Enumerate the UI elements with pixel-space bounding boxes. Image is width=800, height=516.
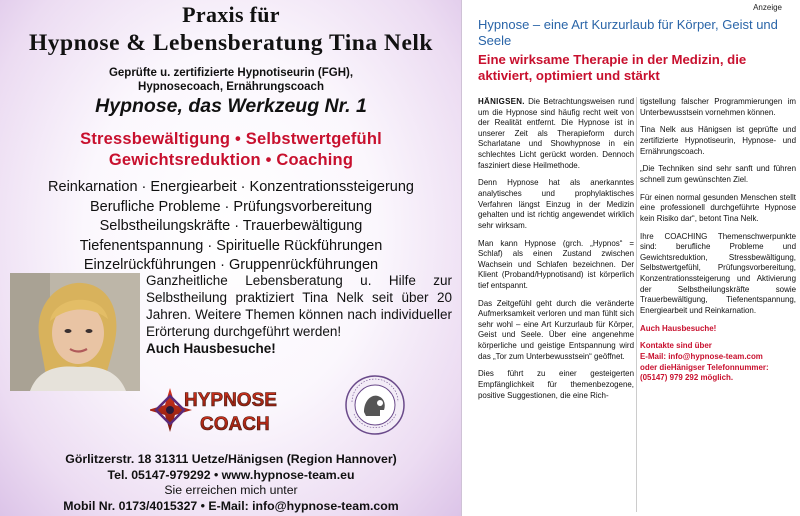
ad-intro-body: Ganzheitliche Lebensberatung u. Hilfe zur Selbstheilung praktiziert Tina Nelk seit über 20 Jahren. Weitere Themen können nach individueller Erörterung durchgeführt werden! (146, 273, 452, 339)
article-title: Hypnose – eine Art Kurzurlaub für Körper, Geist und Seele (478, 17, 778, 48)
ad-mobile-email: Mobil Nr. 0173/4015327 • E-Mail: info@hypnose-team.com (63, 498, 399, 513)
article-paragraph: Ihre COACHING Themenschwerpunkte sind: berufliche Probleme und Gewichtsreduktion, Stressbewältigung, Selbstwertgefühl, Prüfungsvorbereitung, Konzentrationssteigerung und Aktivierung der Selbstheilungskräfte sowie Trauerbewältigung, Tiefenentspannung, Energiearbeit und Reinkarnation. (640, 231, 796, 315)
ad-intro-house-calls: Auch Hausbesuche! (146, 341, 276, 356)
article-paragraph: tigstellung falscher Programmierungen im Unterbewusstsein vornehmen können. (640, 97, 796, 117)
portrait-photo (10, 273, 140, 391)
ad-title-line1: Praxis für (182, 2, 280, 27)
contact-email: E-Mail: info@hypnose-team.com (640, 352, 763, 361)
credential-line: Hypnosecoach, Ernährungscoach (138, 81, 324, 93)
topic-line: Reinkarnation · Energiearbeit · Konzentrationssteigerung (48, 179, 414, 195)
ad-contact (0, 452, 462, 514)
article-paragraph: Man kann Hypnose (grch. „Hypnos“ = Schlaf) als einen Zustand zwischen Wachsein und Schlafen bezeichnen. Der Klient (Proband/Hypnotisand) ist körperlich tief entspannt. (478, 238, 634, 290)
ad-title-line2: Hypnose & Lebensberatung Tina Nelk (29, 30, 433, 56)
house-calls-note: Auch Hausbesuche! (640, 323, 717, 333)
article-paragraph: Tina Nelk aus Hänigsen ist geprüfte und zertifizierte Hypnotiseurin, Hypnose- und Ernährungscoach. (640, 125, 796, 156)
contact-phone: (05147) 979 292 möglich. (640, 373, 734, 383)
article-paragraph: Für einen normal gesunden Menschen stellt eine professionell durchgeführte Hypnose kein Risiko dar“, betont Tina Nelk. (640, 192, 796, 223)
ad-topics (0, 178, 462, 276)
dateline: HÄNIGSEN. (478, 97, 525, 106)
ad-credentials (0, 66, 462, 94)
ad-phone-web: Tel. 05147-979292 • www.hypnose-team.eu (107, 467, 355, 482)
article-subtitle: Eine wirksame Therapie in der Medizin, die aktiviert, optimiert und stärkt (478, 52, 747, 83)
ad-intro-text (146, 272, 452, 357)
topic-line: Selbstheilungskräfte · Trauerbewältigung (99, 218, 363, 235)
logo-text-hypnose: HYPNOSE (184, 390, 277, 411)
article-paragraph: Das Zeitgefühl geht durch die veränderte Aufmerksamkeit verloren und man fühlt sich sehr wohl – eine Art Kurzurlaub für Körper, Geist und Seele. Über eine angenehme körperliche und geistige Entspannung wird das „Tor zum Unterbewusstsein“ geöffnet. (478, 298, 634, 361)
ad-slogan: Hypnose, das Werkzeug Nr. 1 (95, 95, 367, 117)
topic-line: Einzelrückführungen · Gruppenrückführungen (83, 257, 379, 274)
hypnose-coach-logo (150, 382, 310, 438)
topic-line: Berufliche Probleme · Prüfungsvorbereitung (89, 198, 373, 215)
column-divider (636, 97, 637, 512)
ad-red-line: Gewichtsreduktion • Coaching (108, 151, 354, 169)
credential-line: Geprüfte u. zertifizierte Hypnotiseurin (FGH), (108, 67, 354, 79)
contact-line: Kontakte sind über (640, 341, 712, 351)
article-paragraph: „Die Techniken sind sehr sanft und führen schnell zum gewünschten Ziel. (640, 164, 796, 184)
article-column-1 (478, 97, 634, 408)
certification-seal (344, 374, 406, 436)
advertisement-label: Anzeige (753, 3, 782, 12)
ad-red-line: Stressbewältigung • Selbstwertgefühl (80, 130, 382, 148)
contact-line: oder dieHänigser Telefonnummer: (640, 362, 769, 372)
article-column-2 (640, 97, 796, 384)
topic-line: Tiefenentspannung · Spirituelle Rückführungen (79, 237, 383, 254)
ad-address: Görlitzerstr. 18 31311 Uetze/Hänigsen (Region Hannover) (65, 452, 397, 466)
article-paragraph: Dies führt zu einer gesteigerten Empfänglichkeit für themenbezogene, positive Suggestionen, die eine Rich- (478, 369, 634, 400)
article-paragraph: Denn Hypnose hat als anerkanntes analytisches und prophylaktisches Verfahren längst Einzug in der Medizin gehalten und ist richtig angewendet wirklich sehr wirksam. (478, 178, 634, 230)
article-paragraph: HÄNIGSEN. Die Betrachtungsweisen rund um die Hypnose sind häufig recht weit von der Realität entfernt. Die Hypnose ist in unserer Zeit als Therapieform durch Scharlatane und Showhypnose in ein schlechtes Licht gerückt worden. Dennoch fasziniert diese Heilmethode. (478, 97, 634, 170)
ad-reach-note: Sie erreichen mich unter (164, 483, 298, 498)
logo-text-coach: COACH (200, 414, 270, 435)
contact-block (640, 341, 796, 383)
